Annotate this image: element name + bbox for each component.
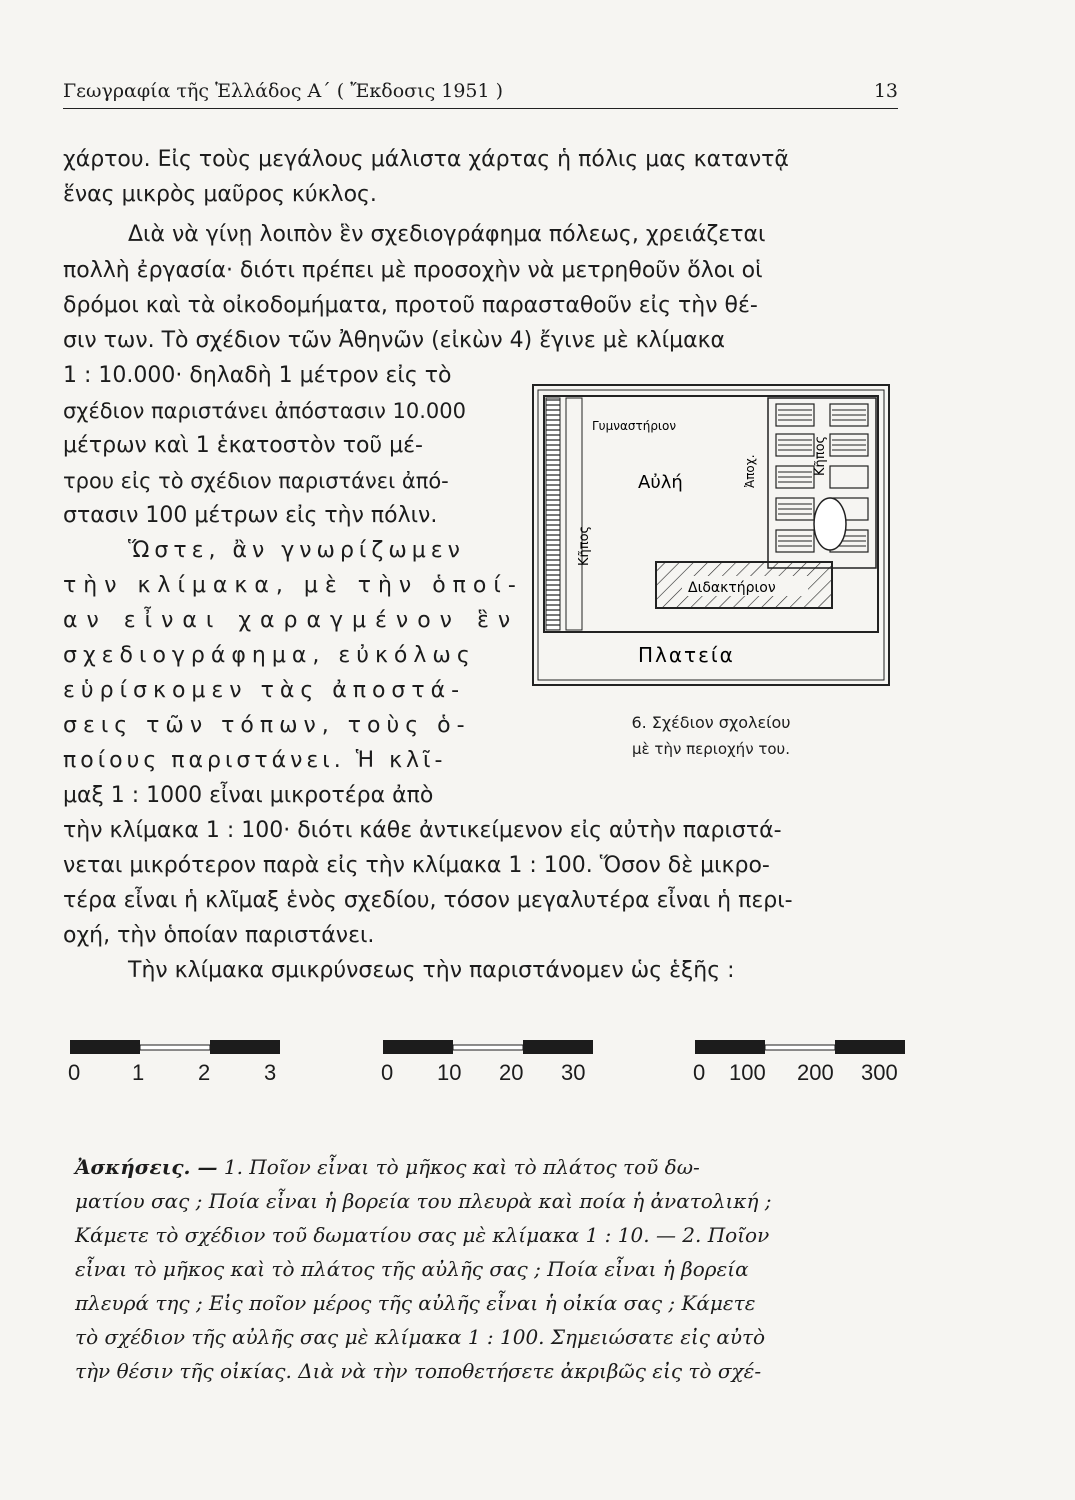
- garden-left-label: Κῆπος: [577, 525, 592, 566]
- exercises-line: πλευρά της ; Εἰς ποῖον μέρος τῆς αὐλῆς εἶναι ἡ οἰκία σας ; Κάμετε: [75, 1291, 756, 1315]
- yard-label: Αὐλή: [638, 472, 683, 493]
- scale-label: 20: [499, 1060, 524, 1085]
- exercises-line: [75, 1152, 905, 1182]
- scale-label: 100: [729, 1060, 766, 1085]
- running-header: [63, 76, 898, 109]
- garden-oval: [814, 498, 846, 550]
- body-line: ποίους παριστάνει. Ἡ κλῖ-: [63, 748, 447, 773]
- page-number: 13: [873, 80, 898, 102]
- body-line: στασιν 100 μέτρων εἰς τὴν πόλιν.: [63, 503, 438, 528]
- body-line: αν εἶναι χαραγμένον ἓν: [63, 608, 520, 633]
- body-line: ἕνας μικρὸς μαῦρος κύκλος.: [63, 182, 377, 207]
- body-line: χάρτου. Εἰς τοὺς μεγάλους μάλιστα χάρτας ἡ πόλις μας καταντᾷ: [63, 147, 789, 172]
- scale-segment: [210, 1040, 280, 1054]
- scale-segment: [70, 1040, 140, 1054]
- body-line: μαξ 1 : 1000 εἶναι μικροτέρα ἀπὸ: [63, 783, 434, 808]
- body-line: σχέδιον παριστάνει ἀπόστασιν 10.000: [63, 399, 467, 423]
- body-line: τὴν κλίμακα, μὲ τὴν ὁποί-: [63, 573, 523, 598]
- gym-label: Γυμναστήριον: [592, 419, 677, 433]
- scale-segment: [383, 1040, 453, 1054]
- body-line: πολλὴ ἐργασία· διότι πρέπει μὲ προσοχὴν νὰ μετρηθοῦν ὅλοι οἱ: [63, 258, 763, 283]
- body-line: εὑρίσκομεν τὰς ἀποστά-: [63, 678, 466, 703]
- left-building-strip: [566, 398, 582, 630]
- square-label: Πλατεία: [638, 643, 735, 667]
- left-fence: [546, 398, 560, 630]
- garden-right-label: Κῆπος: [813, 435, 828, 476]
- exercises-line: εἶναι τὸ μῆκος καὶ τὸ πλάτος τῆς αὐλῆς σας ; Ποία εἶναι ἡ βορεία: [75, 1257, 749, 1281]
- scale-label: 0: [381, 1060, 394, 1085]
- scale-segment: [523, 1040, 593, 1054]
- body-line: Διὰ νὰ γίνῃ λοιπὸν ἓν σχεδιογράφημα πόλεως, χρειάζεται: [128, 222, 766, 247]
- body-line: τὴν κλίμακα 1 : 100· διότι κάθε ἀντικείμενον εἰς αὐτὴν παριστά-: [63, 818, 782, 843]
- exercises-text: 1. Ποῖον εἶναι τὸ μῆκος καὶ τὸ πλάτος τοῦ δω-: [223, 1155, 700, 1179]
- scale-label: 3: [264, 1060, 277, 1085]
- scale-segment: [140, 1045, 210, 1050]
- scale-label: 0: [693, 1060, 706, 1085]
- exercises-line: ματίου σας ; Ποία εἶναι ἡ βορεία του πλευρὰ καὶ ποία ἡ ἀνατολική ;: [75, 1189, 772, 1213]
- scale-label: 1: [132, 1060, 145, 1085]
- scale-segment: [695, 1040, 765, 1054]
- scale-label: 200: [797, 1060, 834, 1085]
- body-line: σεις τῶν τόπων, τοὺς ὁ-: [63, 713, 471, 738]
- classroom-label: Διδακτήριον: [688, 580, 776, 596]
- scale-segment: [453, 1045, 523, 1050]
- body-line: 1 : 10.000· δηλαδὴ 1 μέτρον εἰς τὸ: [63, 363, 452, 388]
- scale-label: 0: [68, 1060, 81, 1085]
- exercises-line: τὸ σχέδιον τῆς αὐλῆς σας μὲ κλίμακα 1 : 100. Σημειώσατε εἰς αὐτὸ: [75, 1325, 766, 1349]
- exercises-heading: Ἀσκήσεις. —: [75, 1155, 218, 1179]
- header-title: Γεωγραφία τῆς Ἑλλάδος Α΄ ( Ἔκδοσις 1951 ): [63, 80, 504, 102]
- school-plan-figure: [532, 384, 890, 688]
- body-line: νεται μικρότερον παρὰ εἰς τὴν κλίμακα 1 : 100. Ὅσον δὲ μικρο-: [63, 853, 770, 878]
- scale-label: 10: [437, 1060, 462, 1085]
- body-line: Τὴν κλίμακα σμικρύνσεως τὴν παριστάνομεν ὡς ἑξῆς :: [128, 958, 735, 983]
- body-line: Ὥστε, ἂν γνωρίζωμεν: [128, 538, 465, 563]
- scale-segment: [835, 1040, 905, 1054]
- scale-label: 30: [561, 1060, 586, 1085]
- figure-caption-line1: 6. Σχέδιον σχολείου: [631, 713, 791, 732]
- scale-label: 300: [861, 1060, 898, 1085]
- scale-label: 2: [198, 1060, 211, 1085]
- figure-caption-line2: μὲ τὴν περιοχήν του.: [632, 740, 790, 758]
- exercises-line: τὴν θέσιν τῆς οἰκίας. Διὰ νὰ τὴν τοποθετήσετε ἀκριβῶς εἰς τὸ σχέ-: [75, 1359, 762, 1383]
- body-line: σιν των. Τὸ σχέδιον τῶν Ἀθηνῶν (εἰκὼν 4) ἔγινε μὲ κλίμακα: [63, 328, 726, 353]
- body-line: μέτρων καὶ 1 ἑκατοστὸν τοῦ μέ-: [63, 433, 423, 458]
- body-line: τέρα εἶναι ἡ κλῖμαξ ἑνὸς σχεδίου, τόσον μεγαλυτέρα εἶναι ἡ περι-: [63, 888, 793, 913]
- body-line: τρου εἰς τὸ σχέδιον παριστάνει ἀπό-: [63, 469, 449, 493]
- body-line: οχή, τὴν ὁποίαν παριστάνει.: [63, 923, 375, 948]
- body-line: σχεδιογράφημα, εὐκόλως: [63, 643, 476, 668]
- body-line: δρόμοι καὶ τὰ οἰκοδομήματα, προτοῦ παρασταθοῦν εἰς τὴν θέ-: [63, 293, 758, 318]
- wc-label: Ἀποχ.: [743, 454, 757, 488]
- scale-segment: [765, 1045, 835, 1050]
- exercises-line: Κάμετε τὸ σχέδιον τοῦ δωματίου σας μὲ κλίμακα 1 : 10. — 2. Ποῖον: [75, 1223, 770, 1247]
